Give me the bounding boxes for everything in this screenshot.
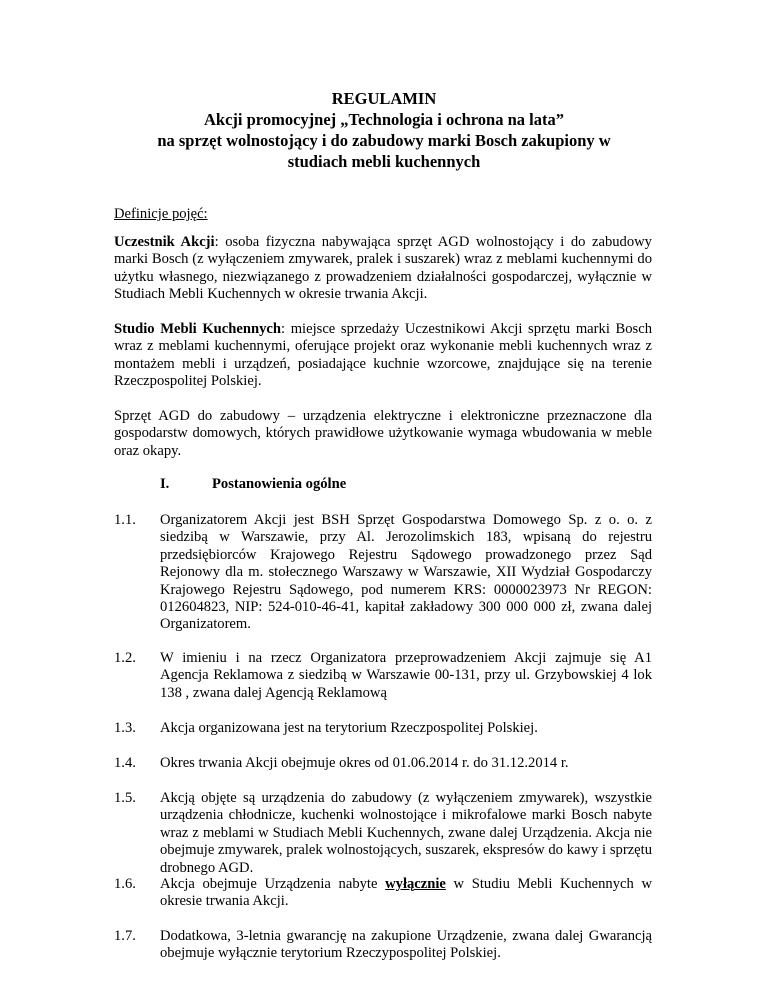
- section-number: I.: [160, 476, 170, 492]
- item-text: Dodatkowa, 3-letnia gwarancję na zakupione Urządzenie, zwana dalej Gwarancją obejmuje wyłącznie terytorium Rzeczypospolitej Polskiej.: [160, 928, 652, 962]
- section-title: Postanowienia ogólne: [212, 476, 347, 492]
- title-line-2: Akcji promocyjnej „Technologia i ochrona na lata”: [204, 110, 564, 129]
- item-text-before: Akcja obejmuje Urządzenia nabyte: [160, 876, 386, 892]
- item-number: 1.6.: [114, 876, 136, 892]
- item-text: W imieniu i na rzecz Organizatora przeprowadzeniem Akcji zajmuje się A1 Agencja Reklamowa z siedzibą w Warszawie 00-131, przy ul. Grzybowskiej 4 lok 138 , zwana dalej Agencją Reklamową: [160, 650, 652, 701]
- item-text: [160, 876, 652, 911]
- item-text: Organizatorem Akcji jest BSH Sprzęt Gospodarstwa Domowego Sp. z o. o. z siedzibą w Warszawie, przy Al. Jerozolimskich 183, wpisaną do rejestru przedsiębiorców Krajowego Rejestru Sądowego prowadzonego przez Sąd Rejonowy dla m. stołecznego Warszawy w Warszawie, XII Wydział Gospodarczy Krajowego Rejestru Sądowego, pod numerem KRS: 0000023973 Nr REGON: 012604823, NIP: 524-010-46-41, kapitał zakładowy 300 000 000 zł, zwana dalej Organizatorem.: [160, 512, 652, 633]
- item-number: 1.2.: [114, 650, 136, 666]
- definition-participant-text: : osoba fizyczna nabywająca sprzęt AGD wolnostojący i do zabudowy marki Bosch (z wyłączeniem zmywarek, pralek i suszarek) wraz z meblami kuchennymi do użytku własnego, niezwiązanego z prowadzeniem działalności gospodarczej, wyłącznie w Studiach Mebli Kuchennych w okresie trwania Akcji.: [114, 234, 652, 303]
- item-text: Akcją objęte są urządzenia do zabudowy (z wyłączeniem zmywarek), wszystkie urządzenia chłodnicze, kuchenki wolnostojące i mikrofalowe marki Bosch nabyte wraz z meblami w Studiach Mebli Kuchennych, zwane dalej Urządzenia. Akcja nie obejmuje zmywarek, pralek wolnostojących, suszarek, ekspresów do kawy i sprzętu drobnego AGD.: [160, 790, 652, 876]
- item-text: Akcja organizowana jest na terytorium Rzeczpospolitej Polskiej.: [160, 720, 538, 736]
- definition-participant: [114, 234, 652, 304]
- definition-participant-term: Uczestnik Akcji: [114, 234, 215, 250]
- item-number: 1.1.: [114, 512, 136, 528]
- item-text-emphasis: wyłącznie: [385, 876, 446, 892]
- item-number: 1.3.: [114, 720, 136, 736]
- title-line-1: REGULAMIN: [331, 89, 437, 108]
- item-text-after: w Studiu Mebli Kuchennych w okresie trwania Akcji.: [160, 876, 652, 910]
- item-text: Okres trwania Akcji obejmuje okres od 01.06.2014 r. do 31.12.2014 r.: [160, 755, 569, 771]
- definition-studio-term: Studio Mebli Kuchennych: [114, 321, 281, 337]
- item-number: 1.7.: [114, 928, 136, 944]
- title-line-4: studiach mebli kuchennych: [287, 152, 481, 171]
- definitions-heading: Definicje pojęć:: [114, 206, 208, 222]
- definition-studio: [114, 321, 652, 391]
- item-number: 1.5.: [114, 790, 136, 806]
- definition-studio-text: : miejsce sprzedaży Uczestnikowi Akcji sprzętu marki Bosch wraz z meblami kuchennymi, oferujące projekt oraz wykonanie mebli kuchennych wraz z montażem mebli i urządzeń, posiadające kuchnie wzorcowe, znajdujące się na terenie Rzeczpospolitej Polskiej.: [114, 321, 652, 390]
- title-line-3: na sprzęt wolnostojący i do zabudowy marki Bosch zakupiony w: [157, 131, 611, 150]
- item-number: 1.4.: [114, 755, 136, 771]
- definition-equipment: Sprzęt AGD do zabudowy – urządzenia elektryczne i elektroniczne przeznaczone dla gospodarstw domowych, których prawidłowe użytkowanie wymaga wbudowania w meble oraz okapy.: [114, 408, 652, 459]
- document-title: [100, 88, 668, 172]
